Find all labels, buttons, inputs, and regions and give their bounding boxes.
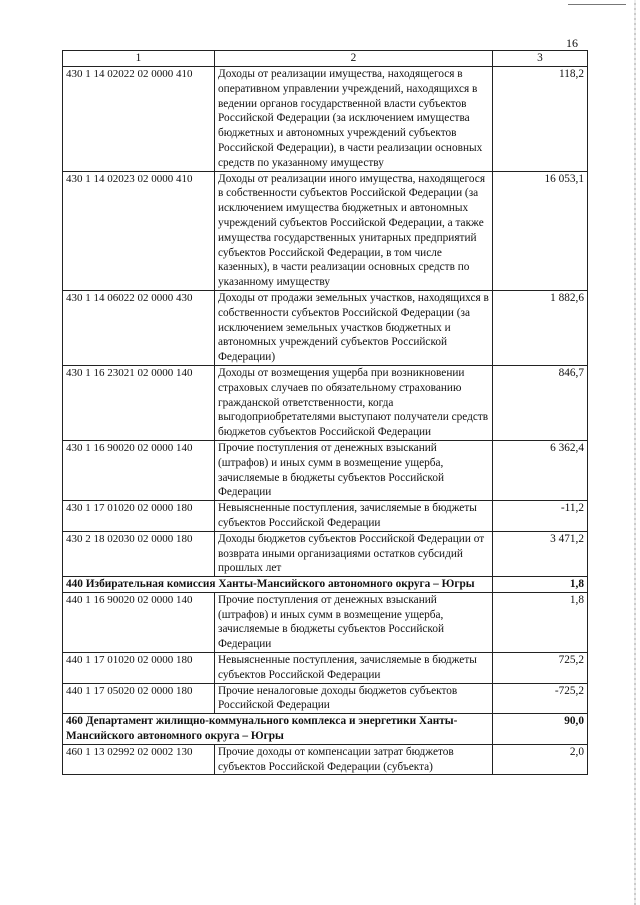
revenue-amount: 846,7 (493, 365, 588, 440)
table-row (63, 501, 588, 532)
revenue-code: 430 1 16 90020 02 0000 140 (63, 440, 215, 500)
revenue-description: Прочие доходы от компенсации затрат бюджетов субъектов Российской Федерации (субъекта) (215, 744, 493, 775)
section-amount: 90,0 (493, 714, 588, 745)
revenue-code: 440 1 17 05020 02 0000 180 (63, 683, 215, 714)
revenue-description: Прочие поступления от денежных взысканий (штрафов) и иных сумм в возмещение ущерба, зачисляемые в бюджеты субъектов Российской Федерации (215, 440, 493, 500)
section-amount: 1,8 (493, 577, 588, 593)
revenue-code: 430 1 16 23021 02 0000 140 (63, 365, 215, 440)
section-row (63, 714, 588, 745)
page-number: 16 (566, 36, 578, 50)
table-row (63, 531, 588, 576)
revenue-description: Доходы от реализации иного имущества, находящегося в собственности субъектов Российской Федерации (за исключением имущества бюджетных и автономных учреждений субъектов Российской Федерации, а также имущества государственных унитарных предприятий субъектов Российской Федерации, в том числе казенных), в части реализации основных средств по указанному имуществу (215, 171, 493, 290)
revenue-amount: 6 362,4 (493, 440, 588, 500)
revenue-amount: 2,0 (493, 744, 588, 775)
revenue-amount: 1 882,6 (493, 290, 588, 365)
revenue-table (62, 50, 588, 775)
revenue-code: 440 1 16 90020 02 0000 140 (63, 592, 215, 652)
revenue-amount: 16 053,1 (493, 171, 588, 290)
revenue-code: 460 1 13 02992 02 0002 130 (63, 744, 215, 775)
table-row (63, 171, 588, 290)
revenue-code: 440 1 17 01020 02 0000 180 (63, 653, 215, 684)
revenue-amount: 118,2 (493, 67, 588, 172)
revenue-description: Доходы от продажи земельных участков, находящихся в собственности субъектов Российской Федерации (за исключением земельных участков бюджетных и автономных учреждений субъектов Российской Федерации) (215, 290, 493, 365)
section-row (63, 577, 588, 593)
table-row (63, 592, 588, 652)
table-header-row (63, 51, 588, 67)
revenue-amount: 725,2 (493, 653, 588, 684)
table-row (63, 290, 588, 365)
revenue-description: Невыясненные поступления, зачисляемые в бюджеты субъектов Российской Федерации (215, 501, 493, 532)
revenue-description: Прочие неналоговые доходы бюджетов субъектов Российской Федерации (215, 683, 493, 714)
revenue-code: 430 2 18 02030 02 0000 180 (63, 531, 215, 576)
table-row (63, 653, 588, 684)
table-row (63, 440, 588, 500)
table-body (63, 67, 588, 775)
column-header-1: 1 (63, 51, 215, 67)
column-header-2: 2 (215, 51, 493, 67)
revenue-code: 430 1 14 02023 02 0000 410 (63, 171, 215, 290)
revenue-code: 430 1 17 01020 02 0000 180 (63, 501, 215, 532)
revenue-amount: 3 471,2 (493, 531, 588, 576)
revenue-description: Доходы от возмещения ущерба при возникновении страховых случаев по обязательному страхованию гражданской ответственности, когда выгодоприобретателями выступают получатели средств бюджетов субъектов Российской Федерации (215, 365, 493, 440)
revenue-code: 430 1 14 02022 02 0000 410 (63, 67, 215, 172)
column-header-3: 3 (493, 51, 588, 67)
revenue-amount: -11,2 (493, 501, 588, 532)
section-title: 440 Избирательная комиссия Ханты-Мансийского автономного округа – Югры (63, 577, 493, 593)
table-row (63, 744, 588, 775)
revenue-description: Доходы от реализации имущества, находящегося в оперативном управлении учреждений, находящихся в ведении органов государственной власти субъектов Российской Федерации (за исключением имущества бюджетных и автономных учреждений субъектов Российской Федерации), в части реализации основных средств по указанному имуществу (215, 67, 493, 172)
table-row (63, 365, 588, 440)
table-row (63, 683, 588, 714)
top-rule (568, 4, 626, 5)
revenue-description: Невыясненные поступления, зачисляемые в бюджеты субъектов Российской Федерации (215, 653, 493, 684)
revenue-code: 430 1 14 06022 02 0000 430 (63, 290, 215, 365)
revenue-description: Доходы бюджетов субъектов Российской Федерации от возврата иными организациями остатков субсидий прошлых лет (215, 531, 493, 576)
revenue-amount: 1,8 (493, 592, 588, 652)
revenue-amount: -725,2 (493, 683, 588, 714)
revenue-description: Прочие поступления от денежных взысканий (штрафов) и иных сумм в возмещение ущерба, зачисляемые в бюджеты субъектов Российской Федерации (215, 592, 493, 652)
scan-edge (634, 0, 636, 905)
section-title: 460 Департамент жилищно-коммунального комплекса и энергетики Ханты-Мансийского автономного округа – Югры (63, 714, 493, 745)
table-row (63, 67, 588, 172)
